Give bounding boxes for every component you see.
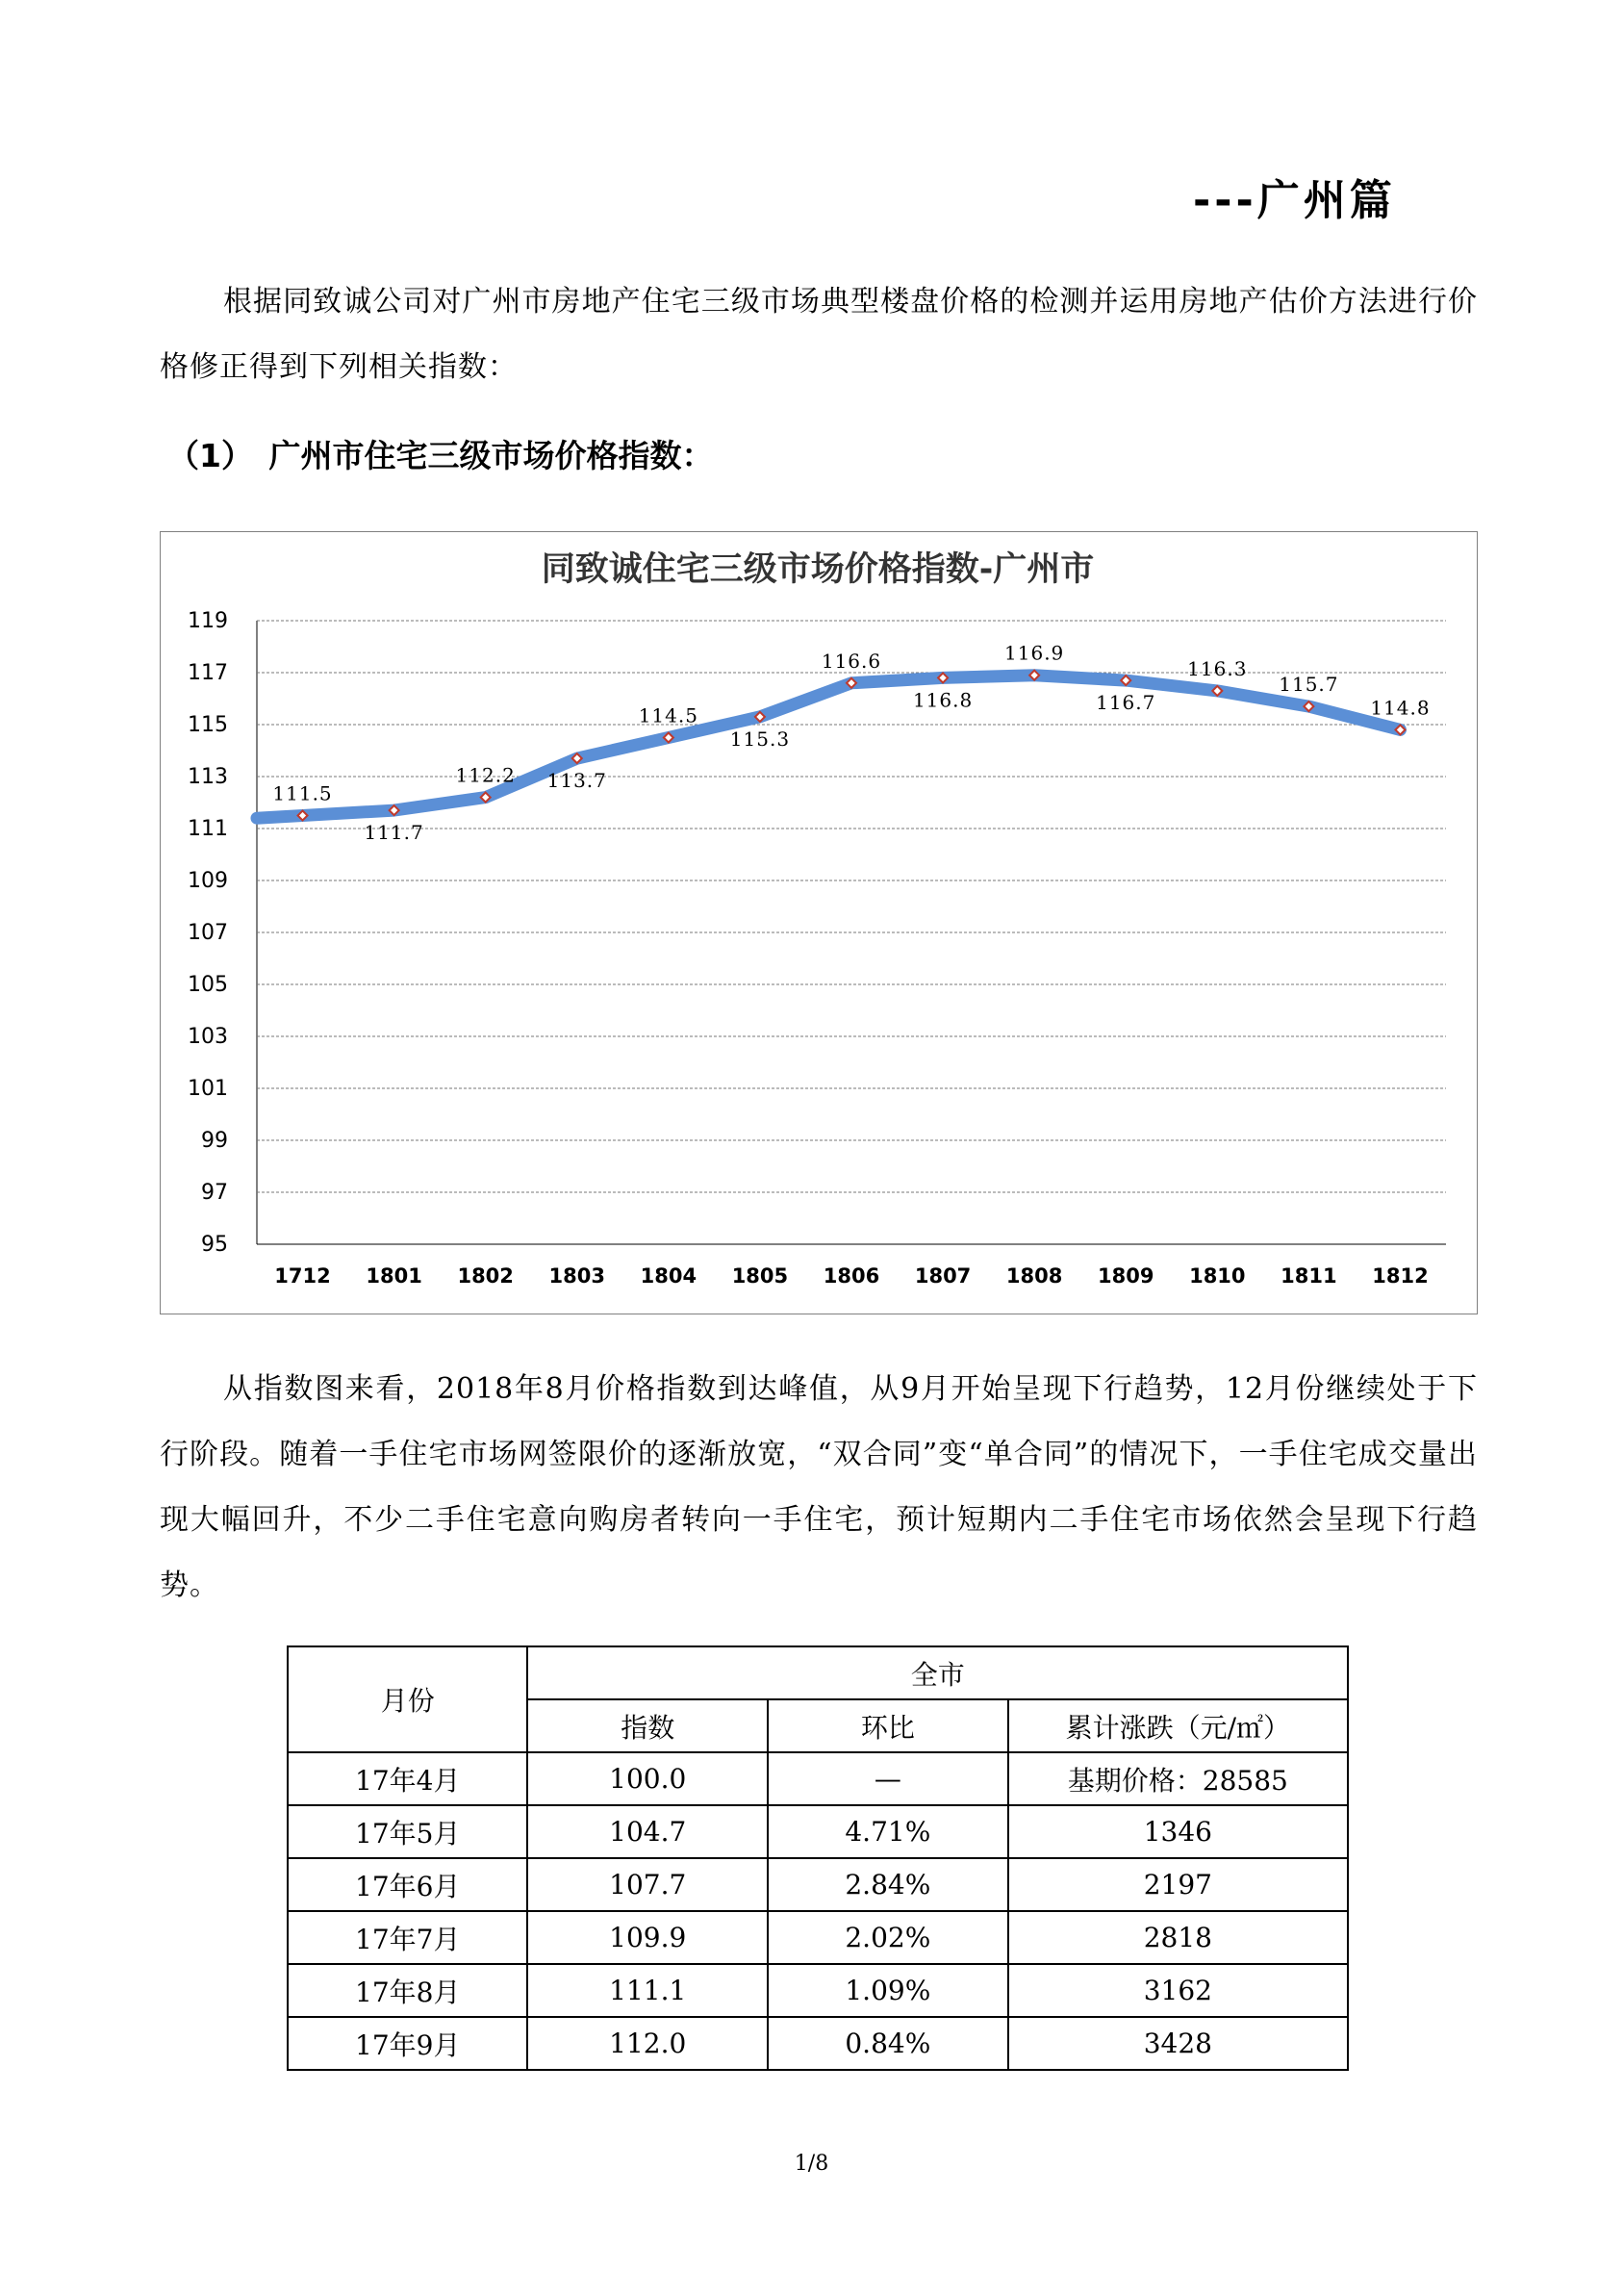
data-label: 114.5 <box>638 703 698 727</box>
chart-svg <box>161 532 1476 1313</box>
price-index-chart <box>160 531 1478 1314</box>
series-line <box>257 676 1401 819</box>
x-tick-label: 1810 <box>1189 1264 1246 1288</box>
y-tick-label: 95 <box>201 1233 228 1257</box>
x-tick-label: 1808 <box>1005 1264 1063 1288</box>
data-label: 115.3 <box>729 727 791 751</box>
table-row <box>288 1964 1348 2017</box>
data-label: 112.2 <box>455 763 516 787</box>
cell-index: 107.7 <box>527 1858 768 1911</box>
header-index: 指数 <box>527 1699 768 1752</box>
x-tick-label: 1803 <box>548 1264 605 1288</box>
x-tick-label: 1812 <box>1372 1264 1429 1288</box>
cell-index: 112.0 <box>527 2017 768 2070</box>
cell-mom: 1.09% <box>768 1964 1008 2017</box>
cell-cumulative: 2197 <box>1008 1858 1348 1911</box>
cell-month: 17年6月 <box>288 1858 527 1911</box>
table-row <box>288 1752 1348 1805</box>
y-tick-label: 107 <box>188 921 228 945</box>
table-row <box>288 1911 1348 1964</box>
x-axis-ticks <box>274 1264 1428 1288</box>
data-label: 115.7 <box>1279 673 1339 697</box>
series-line-path <box>257 676 1401 819</box>
data-label: 113.7 <box>546 769 607 793</box>
x-tick-label: 1804 <box>640 1264 697 1288</box>
cell-mom: 2.02% <box>768 1911 1008 1964</box>
intro-paragraph: 根据同致诚公司对广州市房地产住宅三级市场典型楼盘价格的检测并运用房地产估价方法进行价格修正得到下列相关指数： <box>160 285 1478 384</box>
x-tick-label: 1805 <box>731 1264 789 1288</box>
chart-title: 同致诚住宅三级市场价格指数-广州市 <box>541 550 1095 589</box>
y-tick-label: 97 <box>201 1181 228 1205</box>
cell-index: 109.9 <box>527 1911 768 1964</box>
data-label: 114.8 <box>1370 696 1431 720</box>
y-tick-label: 117 <box>188 661 228 685</box>
x-tick-label: 1802 <box>457 1264 514 1288</box>
data-label: 116.9 <box>1004 641 1065 665</box>
table-row <box>288 1805 1348 1858</box>
cell-month: 17年5月 <box>288 1805 527 1858</box>
cell-index: 104.7 <box>527 1805 768 1858</box>
x-tick-label: 1806 <box>823 1264 880 1288</box>
section-heading: （1） 广州市住宅三级市场价格指数： <box>167 437 714 474</box>
header-mom: 环比 <box>768 1699 1008 1752</box>
data-label: 116.8 <box>912 688 974 712</box>
x-tick-label: 1807 <box>914 1264 972 1288</box>
cell-cumulative: 1346 <box>1008 1805 1348 1858</box>
x-tick-label: 1809 <box>1098 1264 1154 1288</box>
data-label: 111.5 <box>272 781 333 805</box>
price-index-table <box>287 1645 1349 2071</box>
y-axis-ticks <box>188 609 228 1257</box>
cell-mom: 0.84% <box>768 2017 1008 2070</box>
cell-month: 17年4月 <box>288 1752 527 1805</box>
x-tick-label: 1811 <box>1281 1264 1337 1288</box>
y-tick-label: 115 <box>188 713 228 737</box>
table-row <box>288 2017 1348 2070</box>
x-tick-label: 1801 <box>366 1264 422 1288</box>
y-tick-label: 103 <box>188 1025 228 1049</box>
y-tick-label: 119 <box>188 609 228 633</box>
cell-mom: 4.71% <box>768 1805 1008 1858</box>
page-number: 1/8 <box>794 2152 829 2176</box>
cell-month: 17年9月 <box>288 2017 527 2070</box>
y-tick-label: 99 <box>201 1129 228 1153</box>
header-cumulative: 累计涨跌（元/㎡） <box>1008 1699 1348 1752</box>
page-header-title: ---广州篇 <box>1193 176 1396 225</box>
analysis-paragraph: 从指数图来看，2018年8月价格指数到达峰值，从9月开始呈现下行趋势，12月份继续处于下行阶段。随着一手住宅市场网签限价的逐渐放宽，“双合同”变“单合同”的情况下，一手住宅成交量出现大幅回升，不少二手住宅意向购房者转向一手住宅，预计短期内二手住宅市场依然会呈现下行趋势。 <box>160 1372 1478 1602</box>
table-header-row <box>288 1646 1348 1699</box>
data-label: 116.7 <box>1096 691 1156 715</box>
header-citywide: 全市 <box>527 1646 1348 1699</box>
data-label: 111.7 <box>364 821 424 845</box>
cell-index: 100.0 <box>527 1752 768 1805</box>
cell-cumulative: 基期价格：28585 <box>1008 1752 1348 1805</box>
chart-gridlines <box>257 621 1446 1244</box>
header-month: 月份 <box>288 1646 527 1752</box>
y-tick-label: 113 <box>188 765 228 789</box>
cell-month: 17年8月 <box>288 1964 527 2017</box>
cell-cumulative: 2818 <box>1008 1911 1348 1964</box>
cell-mom: — <box>768 1752 1008 1805</box>
y-tick-label: 111 <box>188 817 228 841</box>
cell-mom: 2.84% <box>768 1858 1008 1911</box>
data-label: 116.6 <box>821 649 882 673</box>
data-labels <box>272 642 1430 844</box>
y-tick-label: 105 <box>188 973 228 997</box>
y-tick-label: 109 <box>188 869 228 893</box>
cell-cumulative: 3428 <box>1008 2017 1348 2070</box>
cell-month: 17年7月 <box>288 1911 527 1964</box>
y-tick-label: 101 <box>188 1077 228 1101</box>
cell-index: 111.1 <box>527 1964 768 2017</box>
x-tick-label: 1712 <box>274 1264 331 1288</box>
cell-cumulative: 3162 <box>1008 1964 1348 2017</box>
data-label: 116.3 <box>1187 656 1248 680</box>
table-row <box>288 1858 1348 1911</box>
